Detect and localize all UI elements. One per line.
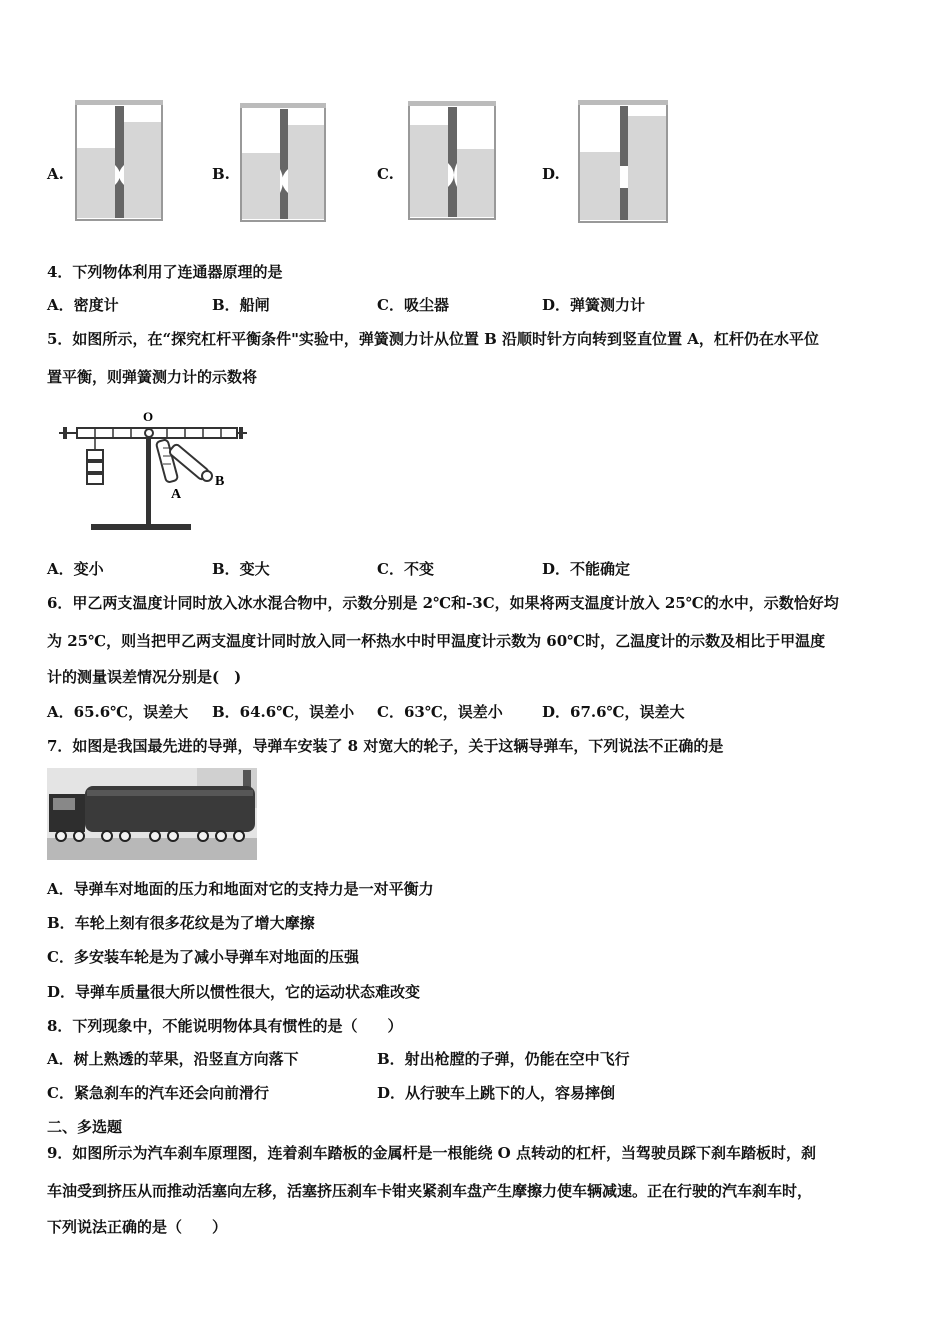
q8-option-a: A．树上熟透的苹果，沿竖直方向落下 bbox=[47, 1050, 299, 1068]
q4-option-d: D．弹簧测力计 bbox=[542, 296, 646, 314]
q7-option-c: C．多安装车轮是为了减小导弹车对地面的压强 bbox=[47, 948, 359, 966]
q7-stem: 7．如图是我国最先进的导弹，导弹车安装了 8 对宽大的轮子，关于这辆导弹车，下列说法不正确的是 bbox=[47, 737, 724, 755]
q6-stem-line1: 6．甲乙两支温度计同时放入冰水混合物中，示数分别是 2℃和-3C，如果将两支温度计放入 25℃的水中，示数恰好均 bbox=[47, 594, 839, 612]
q6-option-c: C．63℃，误差小 bbox=[377, 703, 503, 721]
q5-label-b: B bbox=[215, 474, 225, 489]
q8-option-c: C．紧急刹车的汽车还会向前滑行 bbox=[47, 1084, 269, 1102]
q4-option-c: C．吸尘器 bbox=[377, 296, 449, 314]
q5-label-a: A bbox=[171, 487, 182, 502]
q3-label-c: C. bbox=[377, 165, 394, 183]
q7-option-a: A．导弹车对地面的压力和地面对它的支持力是一对平衡力 bbox=[47, 880, 434, 898]
q6-option-d: D．67.6℃，误差大 bbox=[542, 703, 685, 721]
q7-option-d: D．导弹车质量很大所以惯性很大，它的运动状态难改变 bbox=[47, 983, 421, 1001]
q3-container-b bbox=[240, 103, 328, 223]
q3-label-d: D. bbox=[542, 165, 560, 183]
q7-missile-truck-photo bbox=[47, 768, 257, 860]
q4-stem: 4．下列物体利用了连通器原理的是 bbox=[47, 263, 283, 281]
q6-stem-line3: 计的测量误差情况分别是( ) bbox=[47, 668, 242, 686]
q3-label-a: A. bbox=[47, 165, 64, 183]
q6-stem-line2: 为 25℃，则当把甲乙两支温度计同时放入同一杯热水中时甲温度计示数为 60℃时，乙温度计的示数及相比于甲温度 bbox=[47, 632, 826, 650]
section-title-multiple-choice: 二、多选题 bbox=[47, 1118, 123, 1136]
q7-option-b: B．车轮上刻有很多花纹是为了增大摩擦 bbox=[47, 914, 315, 932]
q8-option-b: B．射出枪膛的子弹，仍能在空中飞行 bbox=[377, 1050, 630, 1068]
q5-stem-line2: 置平衡，则弹簧测力计的示数将 bbox=[47, 368, 258, 386]
q8-stem: 8．下列现象中，不能说明物体具有惯性的是（ ） bbox=[47, 1017, 403, 1035]
q5-option-b: B．变大 bbox=[212, 560, 270, 578]
q5-lever-figure bbox=[55, 408, 255, 538]
q5-stem-line1: 5．如图所示，在“探究杠杆平衡条件"实验中，弹簧测力计从位置 B 沿顺时针方向转到竖直位置 A，杠杆仍在水平位 bbox=[47, 330, 819, 348]
q8-option-d: D．从行驶车上跳下的人，容易摔倒 bbox=[377, 1084, 616, 1102]
q6-option-b: B．64.6℃，误差小 bbox=[212, 703, 355, 721]
q3-container-a bbox=[75, 100, 165, 222]
q9-stem-line3: 下列说法正确的是（ ） bbox=[47, 1218, 228, 1236]
q4-option-b: B．船闸 bbox=[212, 296, 270, 314]
q5-option-d: D．不能确定 bbox=[542, 560, 631, 578]
q5-pivot-label: O bbox=[143, 409, 154, 424]
q3-container-d bbox=[578, 100, 670, 224]
q5-option-a: A．变小 bbox=[47, 560, 104, 578]
q4-option-a: A．密度计 bbox=[47, 296, 119, 314]
q9-stem-line2: 车油受到挤压从而推动活塞向左移，活塞挤压刹车卡钳夹紧刹车盘产生摩擦力使车辆减速。正在行驶的汽车刹车时， bbox=[47, 1182, 813, 1200]
q3-container-c bbox=[408, 101, 498, 221]
q5-option-c: C．不变 bbox=[377, 560, 434, 578]
q3-label-b: B. bbox=[212, 165, 230, 183]
q9-stem-line1: 9．如图所示为汽车刹车原理图，连着刹车踏板的金属杆是一根能绕 O 点转动的杠杆，当驾驶员踩下刹车踏板时，刹 bbox=[47, 1144, 816, 1162]
q6-option-a: A．65.6℃，误差大 bbox=[47, 703, 189, 721]
